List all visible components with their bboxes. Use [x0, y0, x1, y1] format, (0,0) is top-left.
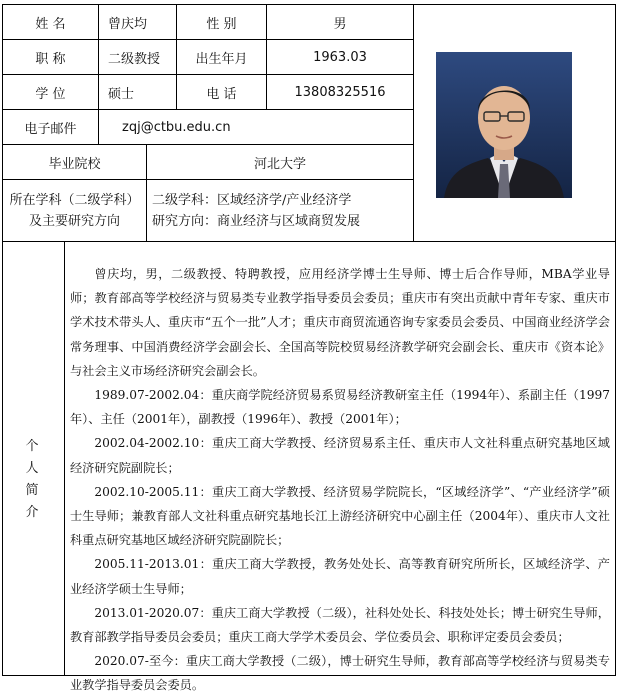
bio-paragraph: 曾庆均，男，二级教授、特聘教授，应用经济学博士生导师、博士后合作导师，MBA学业导师；教育部高等学校经济与贸易类专业教学指导委员会委员；重庆市有突出贡献中青年专家、重庆市学术技术带头人、重庆市“五个一批”人才；重庆市商贸流通咨询专家委员会委员、中国商业经济学会常务理事、中国消费经济学会副会长、全国高等院校贸易经济教学研究会副会长、重庆市《资本论》与社会主义市场经济研究会副会长。 [70, 267, 610, 378]
portrait-photo [436, 52, 572, 198]
gender-label: 性 别 [206, 16, 237, 32]
bio-paragraph: 2013.01-2020.07：重庆工商大学教授（二级），社科处处长、科技处处长；博士研究生导师，教育部教学指导委员会委员；重庆工商大学学术委员会、学位委员会、职称评定委员会委员； [70, 605, 610, 645]
title-value: 二级教授 [108, 51, 161, 67]
field-value [152, 180, 412, 241]
degree-value: 硕士 [108, 86, 135, 102]
birth-value: 1963.03 [313, 49, 367, 65]
name-value: 曾庆均 [108, 16, 148, 32]
bio-label [22, 436, 42, 524]
gender-value: 男 [333, 16, 347, 32]
email-value[interactable]: zqj@ctbu.edu.cn [122, 119, 231, 135]
bio-label-line-1: 个人 [25, 439, 39, 476]
degree-label: 学 位 [35, 86, 66, 102]
title-label: 职 称 [35, 51, 66, 67]
name-label: 姓 名 [35, 16, 66, 32]
phone-label: 电 话 [206, 86, 237, 102]
email-label: 电子邮件 [24, 121, 77, 137]
bio-paragraph: 2002.04-2002.10：重庆工商大学教授、经济贸易系主任、重庆市人文社科重点研究基地区域经济研究院副院长； [70, 436, 610, 475]
phone-value: 13808325516 [294, 84, 386, 100]
field-value-line-2: 研究方向：商业经济与区域商贸发展 [152, 214, 361, 229]
school-label: 毕业院校 [48, 156, 101, 172]
field-label [3, 180, 146, 241]
bio-paragraph: 2020.07-至今：重庆工商大学教授（二级），博士研究生导师，教育部高等学校经济与贸易类专业教学指导委员会委员。 [70, 654, 610, 693]
school-value: 河北大学 [253, 156, 306, 172]
field-value-line-1: 二级学科：区域经济学/产业经济学 [152, 193, 352, 208]
bio-paragraph: 1989.07-2002.04：重庆商学院经济贸易系贸易经济教研室主任（1994年）、系副主任（1997年）、主任（2001年），副教授（1996年）、教授（2001年）； [70, 388, 610, 427]
bio-paragraph: 2002.10-2005.11：重庆工商大学教授、经济贸易学院院长，“区域经济学”、“产业经济学”硕士生导师；兼教育部人文社科重点研究基地长江上游经济研究中心副主任（2004年）、重庆市人文社科重点研究基地区域经济研究院副院长； [70, 484, 610, 548]
portrait-image [436, 52, 572, 198]
birth-label: 出生年月 [195, 51, 248, 67]
field-label-line-1: 所在学科（二级学科） [9, 193, 140, 208]
bio-text [70, 262, 610, 698]
bio-label-line-2: 简介 [25, 483, 39, 520]
field-label-line-2: 及主要研究方向 [28, 214, 120, 229]
bio-paragraph: 2005.11-2013.01：重庆工商大学教授，教务处处长、高等教育研究所所长，区域经济学、产业经济学硕士生导师； [70, 557, 610, 596]
